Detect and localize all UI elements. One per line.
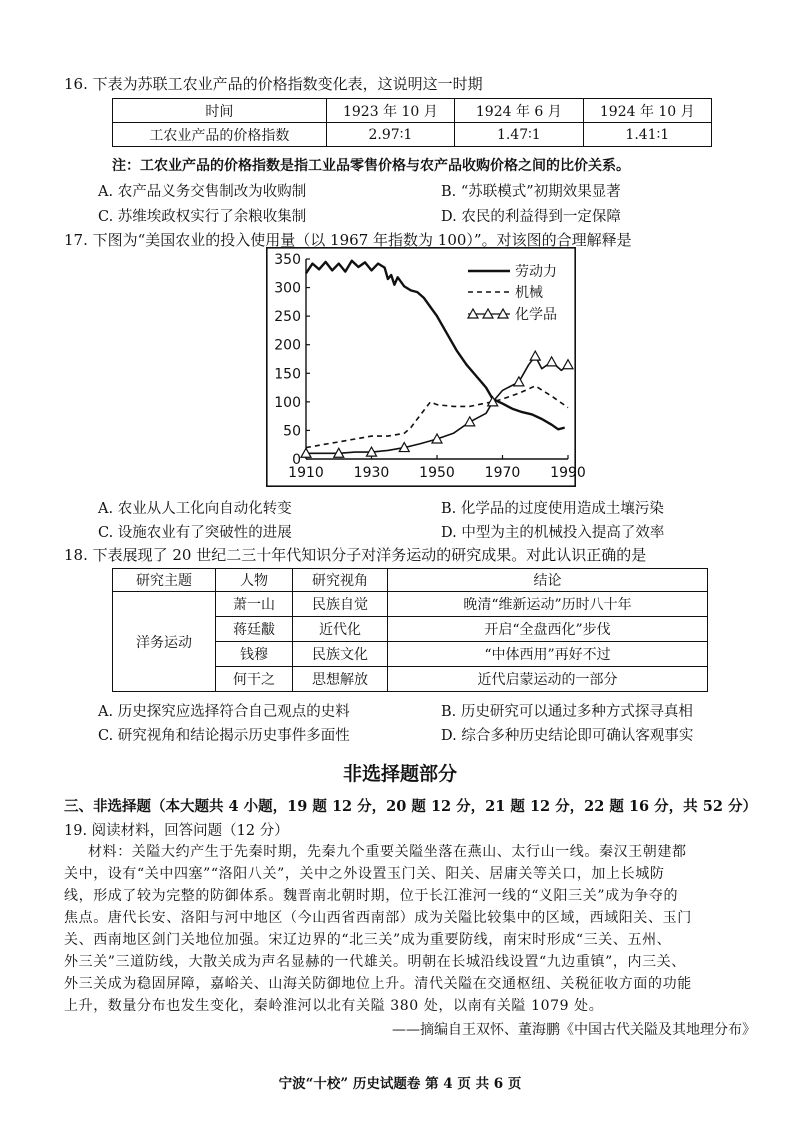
y-tick-label: 300 — [274, 280, 301, 297]
q18-option-a[interactable]: A. 历史探究应选择符合自己观点的史料 — [98, 704, 350, 720]
q19-material-line: 外三关成为稳固屏障，嘉峪关、山海关防御地位上升。清代关隘在交通枢纽、关税征收方面的功能 — [64, 976, 692, 992]
y-tick-label: 100 — [274, 394, 301, 411]
q16-row-cell: 2.97∶1 — [326, 123, 454, 147]
q18-option-c[interactable]: C. 研究视角和结论揭示历史事件多面性 — [98, 728, 350, 744]
q18-perspective: 近代化 — [293, 617, 388, 642]
page-footer: 宁波“十校” 历史试题卷 第 4 页 共 6 页 — [278, 1076, 522, 1092]
q18-header-cell: 研究主题 — [113, 569, 216, 592]
q16-stem: 16. 下表为苏联工农业产品的价格指数变化表，这说明这一时期 — [64, 75, 483, 93]
q18-table — [112, 568, 708, 692]
q18-perspective: 民族自觉 — [293, 592, 388, 617]
q16-header-cell: 1924 年 10 月 — [583, 99, 711, 123]
legend-label-劳动力: 劳动力 — [515, 264, 557, 280]
q18-person: 萧一山 — [216, 592, 293, 617]
x-tick-label: 1950 — [419, 465, 455, 481]
q16-header-cell: 1923 年 10 月 — [326, 99, 454, 123]
q17-option-a[interactable]: A. 农业从人工化向自动化转变 — [98, 501, 292, 517]
q18-person: 蒋廷黻 — [216, 617, 293, 642]
q17-line-chart — [266, 247, 586, 487]
y-tick-label: 200 — [274, 337, 301, 354]
y-tick-label: 0 — [292, 452, 301, 468]
legend-label-机械: 机械 — [515, 285, 543, 301]
y-tick-label: 50 — [283, 423, 301, 440]
q18-header-cell: 结论 — [388, 569, 708, 592]
q17-option-d[interactable]: D. 中型为主的机械投入提高了效率 — [441, 525, 665, 541]
q19-material-line: 关中，设有“关中四塞”“洛阳八关”，关中之外设置玉门关、阳关、居庸关等关口，加上长城防 — [64, 866, 665, 882]
q16-option-a[interactable]: A. 农产品义务交售制改为收购制 — [98, 184, 307, 200]
section-header: 三、非选择题（本大题共 4 小题，19 题 12 分，20 题 12 分，21 题 12 分，22 题 16 分，共 52 分） — [64, 798, 757, 815]
q16-table — [112, 98, 712, 147]
q16-header-cell: 时间 — [113, 99, 327, 123]
q19-material — [64, 841, 768, 1017]
series-marker-化学品 — [547, 357, 557, 366]
q19-material-line: 材料：关隘大约产生于先秦时期，先秦九个重要关隘坐落在燕山、太行山一线。秦汉王朝建都 — [88, 844, 687, 860]
chart-frame — [267, 248, 575, 486]
q19-stem: 19. 阅读材料，回答问题（12 分） — [64, 823, 289, 839]
q16-option-d[interactable]: D. 农民的利益得到一定保障 — [441, 209, 621, 225]
q16-option-c[interactable]: C. 苏维埃政权实行了余粮收集制 — [98, 209, 307, 225]
q17-option-b[interactable]: B. 化学品的过度使用造成土壤污染 — [441, 501, 664, 517]
q18-person: 钱穆 — [216, 642, 293, 667]
legend-label-化学品: 化学品 — [515, 307, 557, 323]
x-tick-label: 1910 — [288, 465, 324, 481]
q16-note: 注：工农业产品的价格指数是指工业品零售价格与农产品收购价格之间的比价关系。 — [112, 158, 630, 174]
q16-row-cell: 1.41∶1 — [583, 123, 711, 147]
q18-option-d[interactable]: D. 综合多种历史结论即可确认客观事实 — [441, 728, 694, 744]
q18-conclusion: 开启“全盘西化”步伐 — [388, 617, 708, 642]
series-marker-化学品 — [530, 351, 540, 360]
q18-option-b[interactable]: B. 历史研究可以通过多种方式探寻真相 — [441, 704, 693, 720]
q19-source: ——摘编自王双怀、董海鹏《中国古代关隘及其地理分布》 — [392, 1022, 756, 1038]
q16-header-cell: 1924 年 6 月 — [455, 99, 583, 123]
q18-conclusion: 近代启蒙运动的一部分 — [388, 667, 708, 692]
series-marker-化学品 — [514, 377, 524, 386]
q18-conclusion: 晚清“维新运动”历时八十年 — [388, 592, 708, 617]
q18-person: 何干之 — [216, 667, 293, 692]
x-tick-label: 1930 — [353, 465, 390, 481]
q18-header-cell: 研究视角 — [293, 569, 388, 592]
q18-stem: 18. 下表展现了 20 世纪二三十年代知识分子对洋务运动的研究成果。对此认识正确的是 — [64, 546, 647, 564]
q18-conclusion: “中体西用”再好不过 — [388, 642, 708, 667]
y-tick-label: 350 — [274, 252, 301, 268]
q18-perspective: 民族文化 — [293, 642, 388, 667]
series-marker-化学品 — [465, 417, 475, 426]
series-marker-化学品 — [563, 360, 573, 369]
y-tick-label: 250 — [274, 309, 301, 326]
q16-option-b[interactable]: B. “苏联模式”初期效果显著 — [441, 184, 621, 200]
y-tick-label: 150 — [274, 366, 301, 383]
q19-material-line: 关、西南地区剑门关地位加强。宋辽边界的“北三关”成为重要防线，南宋时形成“三关、五州、 — [64, 932, 672, 948]
q17-option-c[interactable]: C. 设施农业有了突破性的进展 — [98, 525, 292, 541]
q18-perspective: 思想解放 — [293, 667, 388, 692]
q19-material-line: 焦点。唐代长安、洛阳与河中地区（今山西省西南部）成为关隘比较集中的区域，西域阳关、玉门 — [64, 910, 692, 926]
section-title: 非选择题部分 — [342, 763, 457, 785]
x-tick-label: 1990 — [550, 465, 586, 481]
q19-material-line: 线，形成了较为完整的防御体系。魏晋南北朝时期，位于长江淮河一线的“义阳三关”成为争夺的 — [64, 888, 679, 904]
q16-row-cell: 工农业产品的价格指数 — [113, 123, 327, 147]
q17-stem: 17. 下图为“美国农业的投入使用量（以 1967 年指数为 100）”。对该图的合理解释是 — [64, 231, 632, 249]
q19-material-line: 上升，数量分布也发生变化，秦岭淮河以北有关隘 380 处，以南有关隘 1079 处。 — [64, 998, 604, 1014]
q18-topic-cell: 洋务运动 — [113, 592, 216, 692]
q19-material-line: 外三关”三道防线，大散关成为声名显赫的一代雄关。明朝在长城沿线设置“九边重镇”，内三关、 — [64, 954, 686, 970]
q16-row-cell: 1.47∶1 — [455, 123, 583, 147]
q18-header-cell: 人物 — [216, 569, 293, 592]
x-tick-label: 1970 — [484, 465, 521, 481]
